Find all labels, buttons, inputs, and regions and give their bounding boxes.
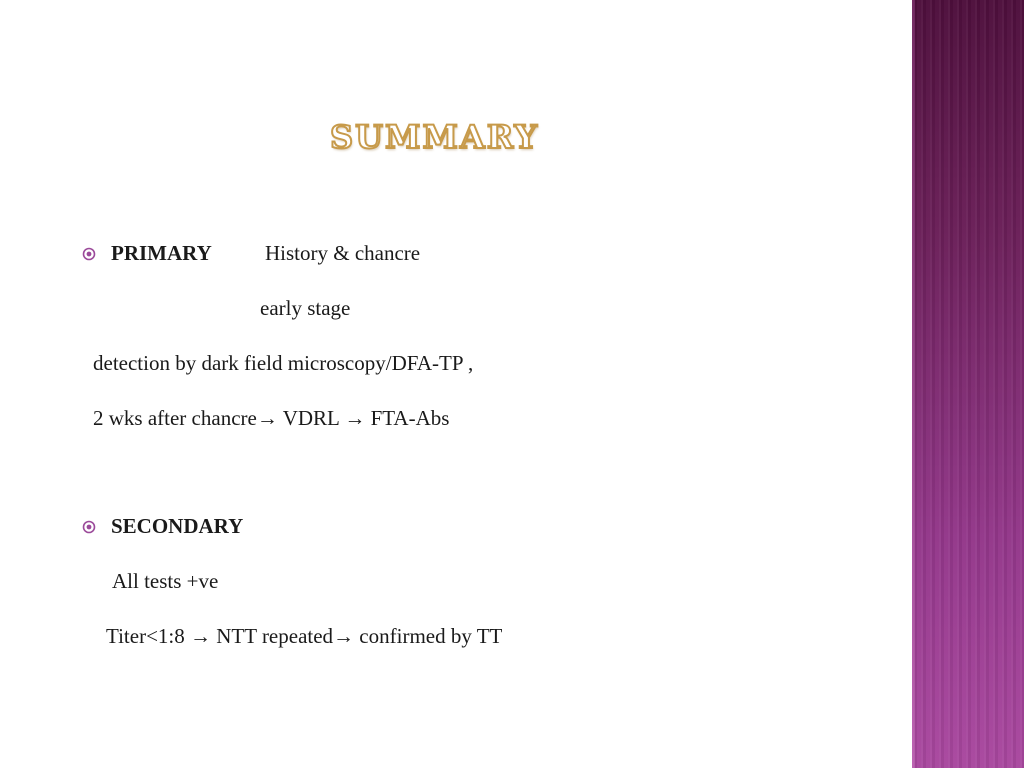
primary-line-4: 2 wks after chancre→ VDRL → FTA-Abs bbox=[93, 406, 450, 430]
primary-line-1: History & chancre bbox=[265, 241, 421, 265]
primary-line-2: early stage bbox=[260, 296, 351, 320]
secondary-line-1: All tests +ve bbox=[112, 569, 219, 593]
secondary-heading: SECONDARY bbox=[111, 514, 244, 538]
secondary-line-2: Titer<1:8 → NTT repeated→ confirmed by TT bbox=[106, 624, 503, 648]
band-edge bbox=[912, 0, 915, 768]
decorative-side-band bbox=[912, 0, 1024, 768]
circle-dot-icon bbox=[82, 520, 96, 534]
primary-line-3: detection by dark field microscopy/DFA-TP , bbox=[93, 351, 474, 375]
slide-title: summary bbox=[330, 105, 540, 159]
circle-dot-icon bbox=[82, 247, 96, 261]
band-texture bbox=[912, 0, 1024, 768]
primary-heading: PRIMARY bbox=[111, 241, 212, 265]
